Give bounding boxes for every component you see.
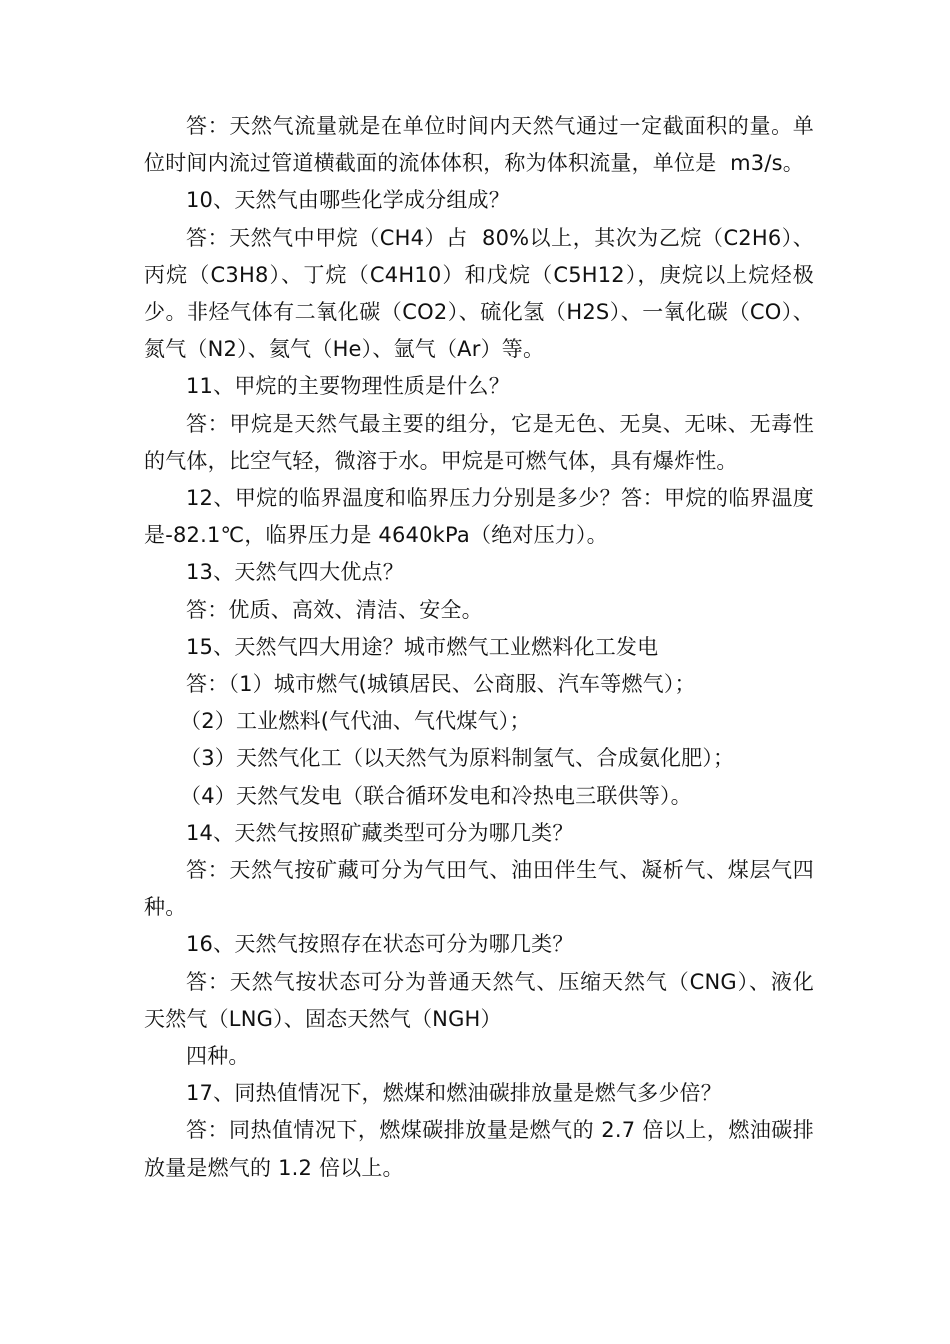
answer-paragraph: 答：天然气按状态可分为普通天然气、压缩天然气（CNG）、液化天然气（LNG）、固态天然气（NGH）	[144, 969, 814, 1031]
question-paragraph: 12、甲烷的临界温度和临界压力分别是多少？答：甲烷的临界温度是-82.1℃，临界压力是 4640kPa（绝对压力）。	[144, 486, 814, 548]
list-item: （2）工业燃料(气代油、气代煤气）；	[180, 709, 531, 734]
question-paragraph: 13、天然气四大优点？	[186, 560, 404, 585]
document-body	[144, 108, 814, 1187]
question-paragraph: 16、天然气按照存在状态可分为哪几类？	[186, 932, 574, 957]
question-paragraph: 11、甲烷的主要物理性质是什么？	[186, 374, 510, 399]
question-paragraph: 15、天然气四大用途？城市燃气工业燃料化工发电	[186, 634, 659, 659]
question-paragraph: 10、天然气由哪些化学成分组成？	[186, 188, 510, 213]
question-paragraph: 17、同热值情况下，燃煤和燃油碳排放量是燃气多少倍？	[186, 1081, 722, 1106]
answer-paragraph: 答：甲烷是天然气最主要的组分，它是无色、无臭、无味、无毒性的气体，比空气轻，微溶于水。甲烷是可燃气体，具有爆炸性。	[144, 411, 814, 473]
question-paragraph: 14、天然气按照矿藏类型可分为哪几类？	[186, 820, 574, 845]
list-item: （3）天然气化工（以天然气为原料制氢气、合成氨化肥）；	[180, 746, 735, 771]
list-item: （4）天然气发电（联合循环发电和冷热电三联供等）。	[180, 783, 692, 808]
answer-continuation: 四种。	[186, 1044, 250, 1069]
answer-paragraph: 答：天然气流量就是在单位时间内天然气通过一定截面积的量。单位时间内流过管道横截面的流体体积，称为体积流量，单位是 m3/s。	[144, 114, 814, 176]
answer-paragraph: 答：同热值情况下，燃煤碳排放量是燃气的 2.7 倍以上，燃油碳排放量是燃气的 1.2 倍以上。	[144, 1118, 814, 1180]
answer-paragraph: 答：（1）城市燃气(城镇居民、公商服、汽车等燃气）；	[186, 672, 696, 697]
answer-paragraph: 答：天然气按矿藏可分为气田气、油田伴生气、凝析气、煤层气四种。	[144, 858, 814, 920]
answer-paragraph: 答：天然气中甲烷（CH4）占 80%以上，其次为乙烷（C2H6）、丙烷（C3H8）、丁烷（C4H10）和戊烷（C5H12），庚烷以上烷烃极少。非烃气体有二氧化碳（CO2）、硫化氢（H2S）、一氧化碳（CO）、氮气（N2）、氦气（He）、氩气（Ar）等。	[144, 225, 814, 362]
answer-paragraph: 答：优质、高效、清洁、安全。	[186, 597, 483, 622]
